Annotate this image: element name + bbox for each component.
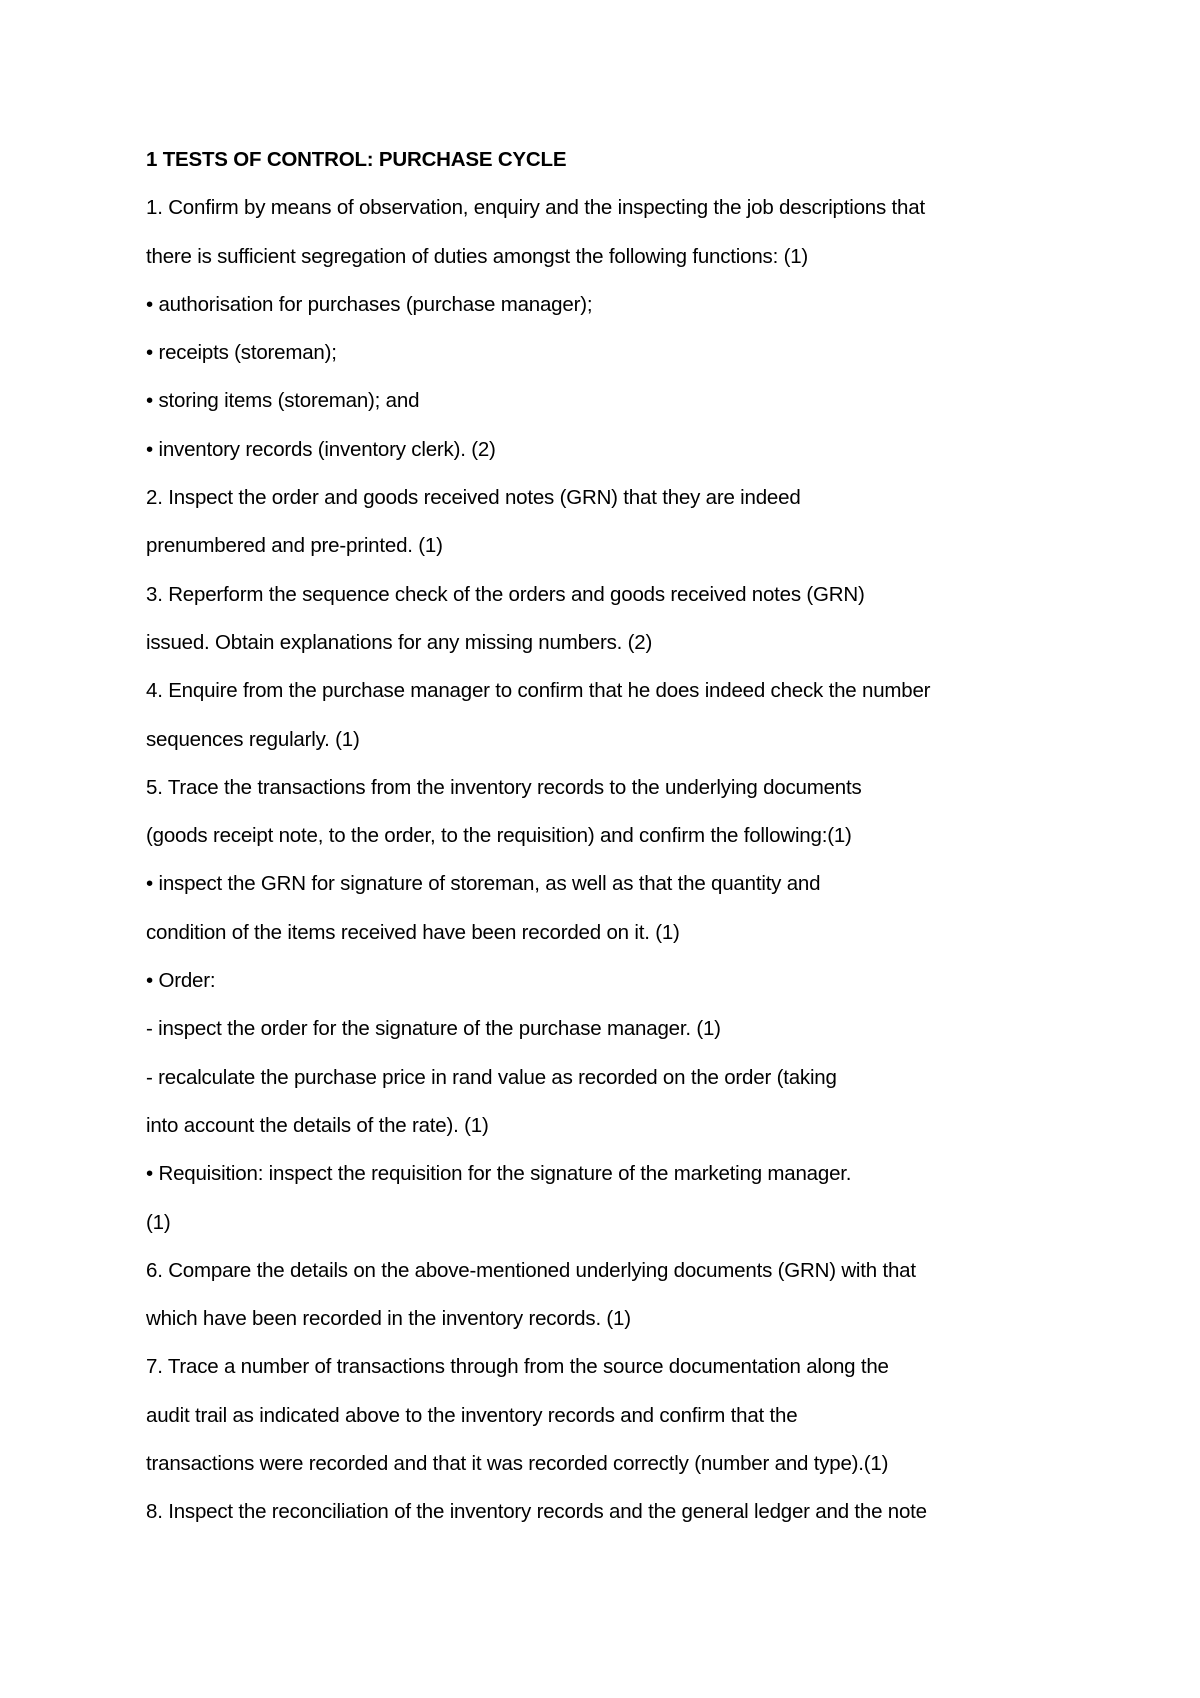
text-line: 2. Inspect the order and goods received notes (GRN) that they are indeed [146, 486, 801, 510]
text-line: 5. Trace the transactions from the inventory records to the underlying documents [146, 775, 862, 799]
text-line: audit trail as indicated above to the inventory records and confirm that the [146, 1403, 798, 1427]
text-line: transactions were recorded and that it was recorded correctly (number and type).(1) [146, 1452, 889, 1476]
text-line: 6. Compare the details on the above-mentioned underlying documents (GRN) with that [146, 1258, 916, 1282]
bullet-line: • inspect the GRN for signature of storeman, as well as that the quantity and [146, 872, 821, 896]
text-line: prenumbered and pre-printed. (1) [146, 534, 443, 558]
bullet-line: • storing items (storeman); and [146, 389, 420, 413]
text-line: (1) [146, 1210, 171, 1234]
text-line: into account the details of the rate). (1) [146, 1113, 489, 1137]
text-line: there is sufficient segregation of duties amongst the following functions: (1) [146, 244, 809, 268]
text-line: (goods receipt note, to the order, to the requisition) and confirm the following:(1) [146, 824, 852, 848]
bullet-line: • receipts (storeman); [146, 341, 337, 365]
text-line: 7. Trace a number of transactions through from the source documentation along the [146, 1355, 889, 1379]
text-line: issued. Obtain explanations for any missing numbers. (2) [146, 630, 653, 654]
text-line: which have been recorded in the inventory records. (1) [146, 1307, 631, 1331]
bullet-line: • Requisition: inspect the requisition for the signature of the marketing manager. [146, 1162, 852, 1186]
text-line: condition of the items received have been recorded on it. (1) [146, 920, 680, 944]
text-line: sequences regularly. (1) [146, 727, 360, 751]
bullet-line: • Order: [146, 969, 216, 993]
bullet-line: • authorisation for purchases (purchase manager); [146, 292, 593, 316]
text-line: 1. Confirm by means of observation, enquiry and the inspecting the job descriptions that [146, 196, 925, 220]
bullet-line: • inventory records (inventory clerk). (2) [146, 437, 496, 461]
text-line: 8. Inspect the reconciliation of the inventory records and the general ledger and the note [146, 1500, 927, 1524]
document-body [146, 146, 1146, 1547]
text-line: 4. Enquire from the purchase manager to confirm that he does indeed check the number [146, 679, 931, 703]
dash-line: - inspect the order for the signature of the purchase manager. (1) [146, 1017, 721, 1041]
document-heading: 1 TESTS OF CONTROL: PURCHASE CYCLE [146, 148, 567, 171]
dash-line: - recalculate the purchase price in rand value as recorded on the order (taking [146, 1065, 837, 1089]
text-line: 3. Reperform the sequence check of the orders and goods received notes (GRN) [146, 582, 865, 606]
